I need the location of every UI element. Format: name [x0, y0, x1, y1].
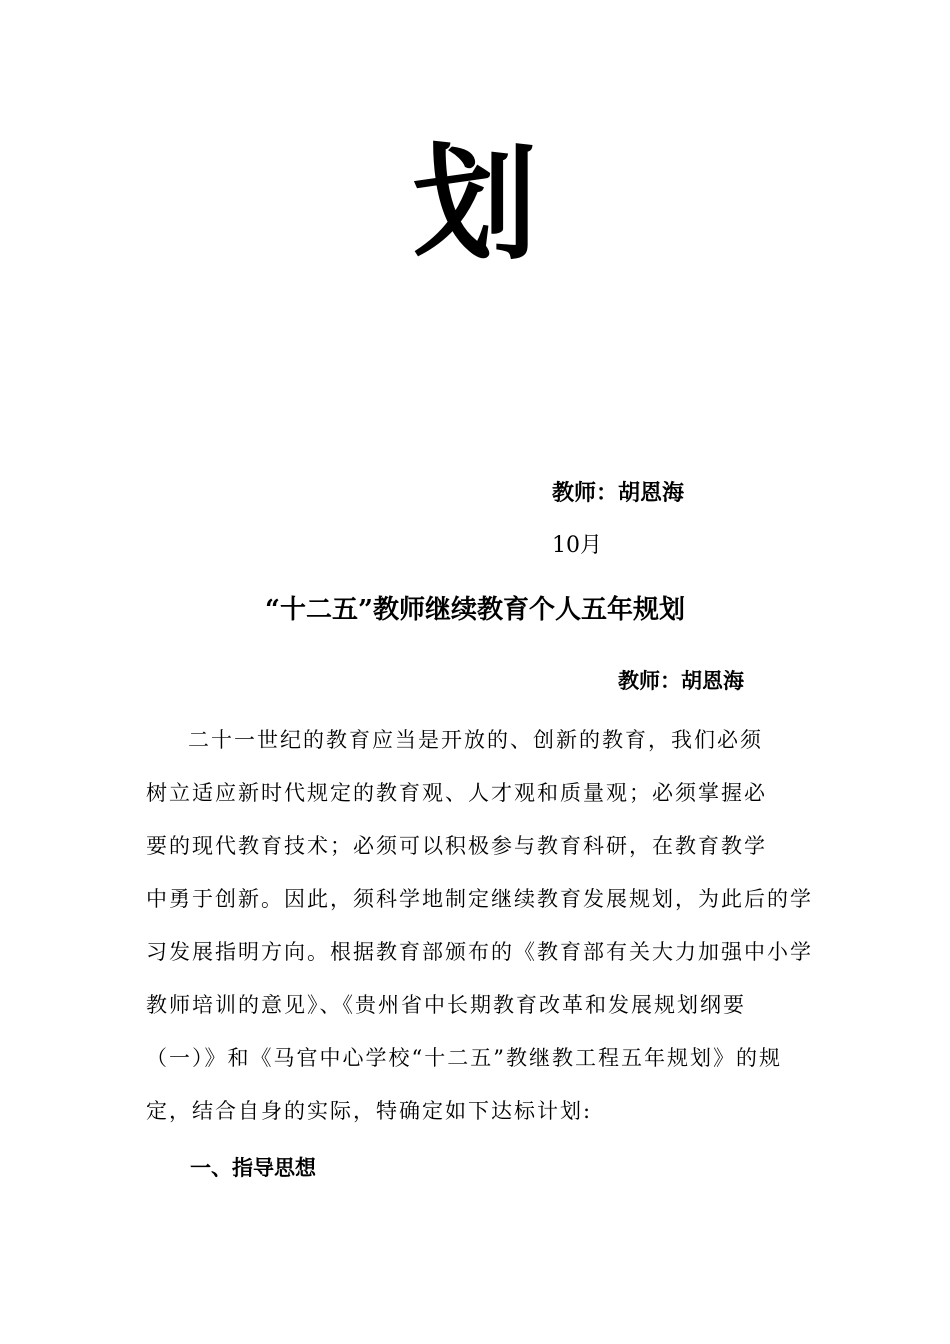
paragraph-line: 中勇于创新。因此，须科学地制定继续教育发展规划，为此后的学	[146, 887, 813, 911]
document-author: 教师：胡恩海	[618, 668, 744, 693]
paragraph-line: 树立适应新时代规定的教育观、人才观和质量观；必须掌握必	[146, 781, 767, 805]
paragraph-line: 定，结合自身的实际，特确定如下达标计划:	[146, 1099, 593, 1123]
cover-date: 10月	[552, 533, 602, 558]
cover-big-character: 划	[412, 132, 537, 277]
paragraph-line: 要的现代教育技术；必须可以积极参与教育科研，在教育教学	[146, 834, 767, 858]
paragraph-line: 习发展指明方向。根据教育部颁布的《教育部有关大力加强中小学	[146, 940, 813, 964]
paragraph-line: 教师培训的意见》、《贵州省中长期教育改革和发展规划纲要	[146, 993, 746, 1017]
paragraph-line: 二十一世纪的教育应当是开放的、创新的教育，我们必须	[188, 728, 763, 752]
cover-teacher-name: 教师：胡恩海	[552, 480, 685, 506]
paragraph-line: （一）》和《马官中心学校“十二五”教继教工程五年规划》的规	[146, 1046, 782, 1070]
document-title: “十二五”教师继续教育个人五年规划	[265, 595, 685, 625]
section-heading-guiding-ideology: 一、指导思想	[190, 1155, 316, 1180]
body-paragraph	[146, 720, 813, 1144]
